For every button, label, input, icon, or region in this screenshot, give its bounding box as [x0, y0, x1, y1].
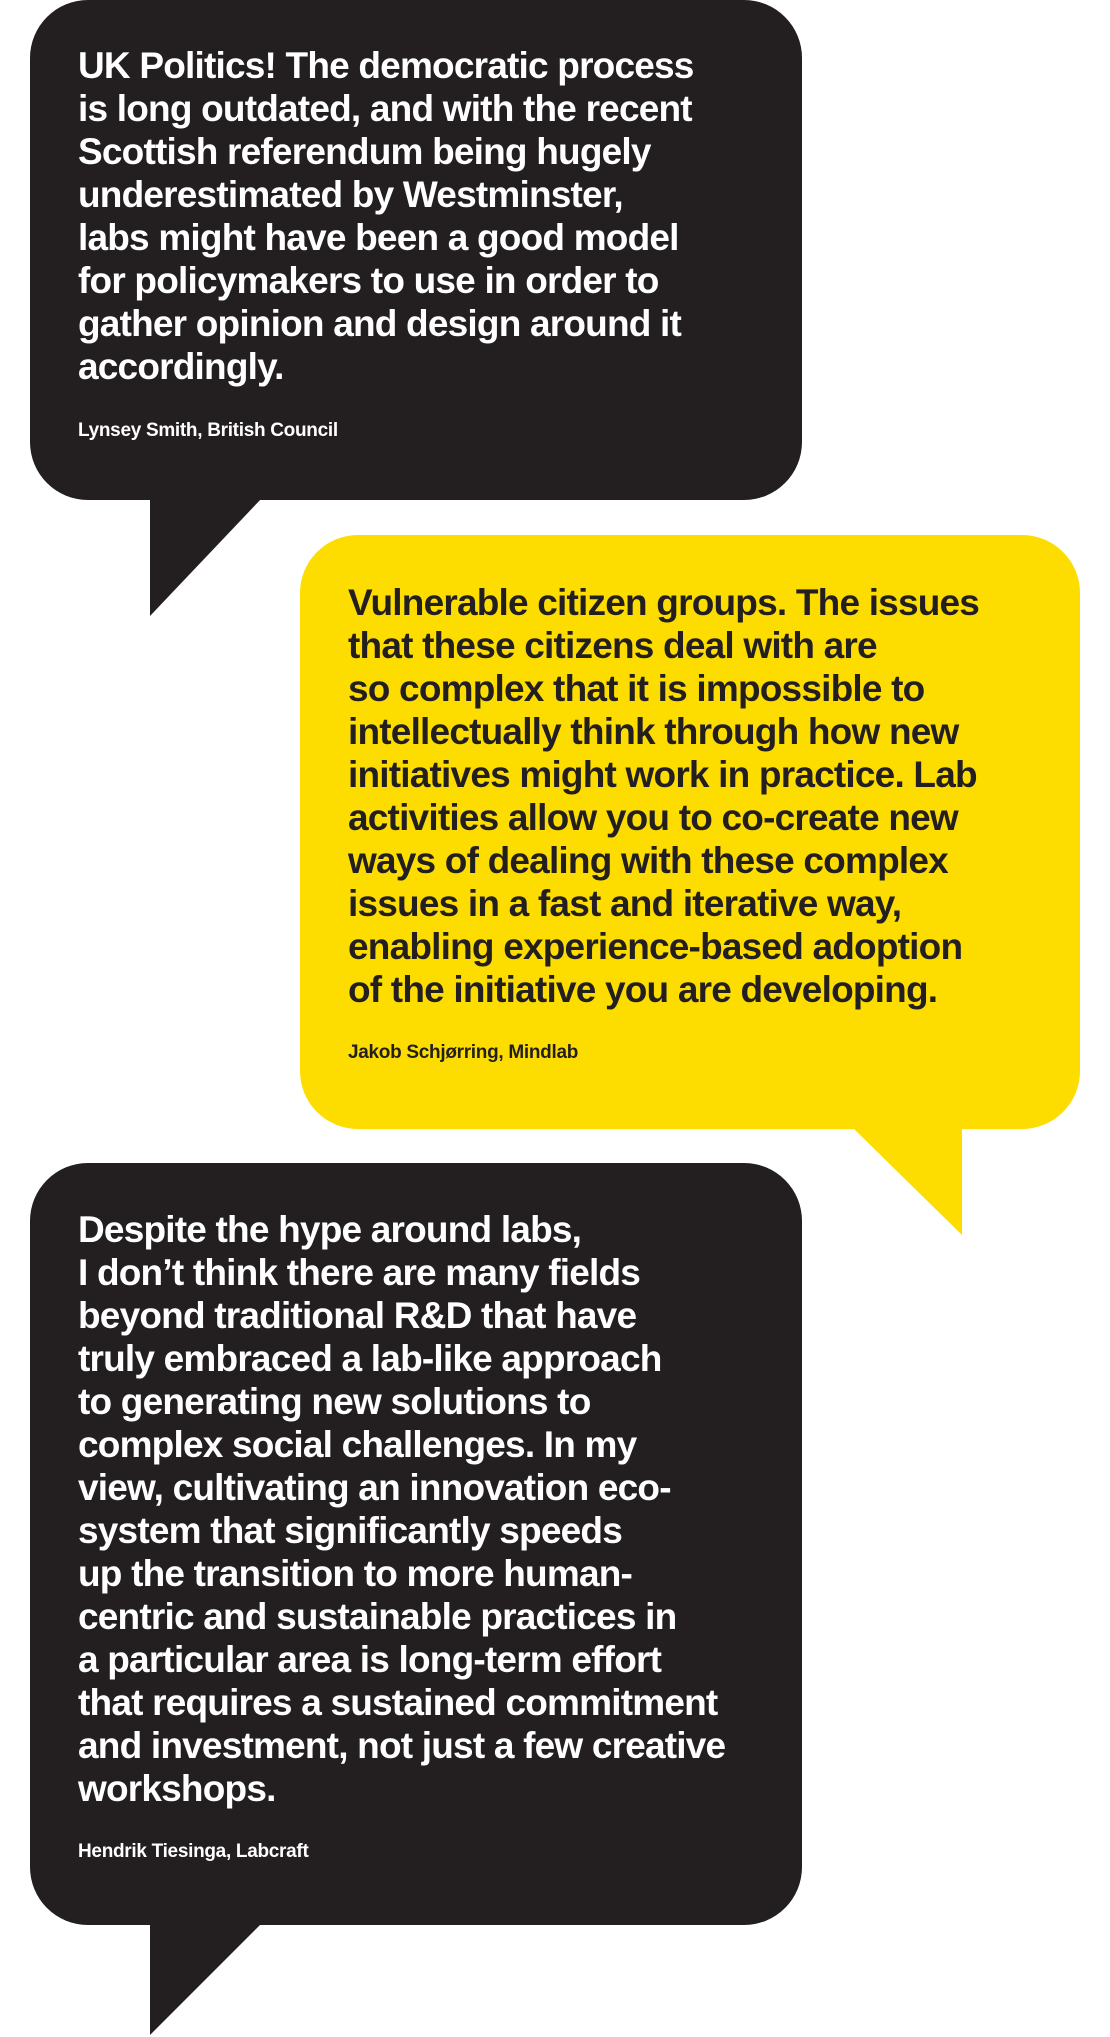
quote-text: UK Politics! The democratic process is long outdated, and with the recent Scottish referendum being hugely underestimated by Westminster, labs might have been a good model for policymakers to use in order to gather opinion and design around it accordingly. [78, 45, 694, 387]
quote-author: Lynsey Smith, British Council [78, 420, 338, 441]
speech-bubble-tail-2 [852, 1127, 962, 1235]
speech-bubble-1 [30, 0, 802, 500]
speech-bubble-2 [300, 535, 1080, 1129]
speech-bubble-3 [30, 1163, 802, 1925]
quote-text: Vulnerable citizen groups. The issues that these citizens deal with are so complex that it is impossible to intellectually think through how new initiatives might work in practice. Lab activities allow you to co-create new ways of dealing with these complex issues in a fast and iterative way, enabling experience-based adoption of the initiative you are developing. [348, 582, 980, 1010]
speech-bubble-tail-3 [150, 1923, 262, 2035]
quote-text: Despite the hype around labs, I don’t think there are many fields beyond traditional R&D that have truly embraced a lab-like approach to generating new solutions to complex social challenges. In my view, cultivating an innovation eco- system that significantly speeds up the transition to more human- centric and sustainable practices in a particular area is long-term effort that requires a sustained commitment and investment, not just a few creative workshops. [78, 1209, 726, 1809]
quote-author: Jakob Schjørring, Mindlab [348, 1042, 579, 1063]
quote-author: Hendrik Tiesinga, Labcraft [78, 1841, 309, 1862]
speech-bubble-tail-1 [150, 498, 262, 616]
